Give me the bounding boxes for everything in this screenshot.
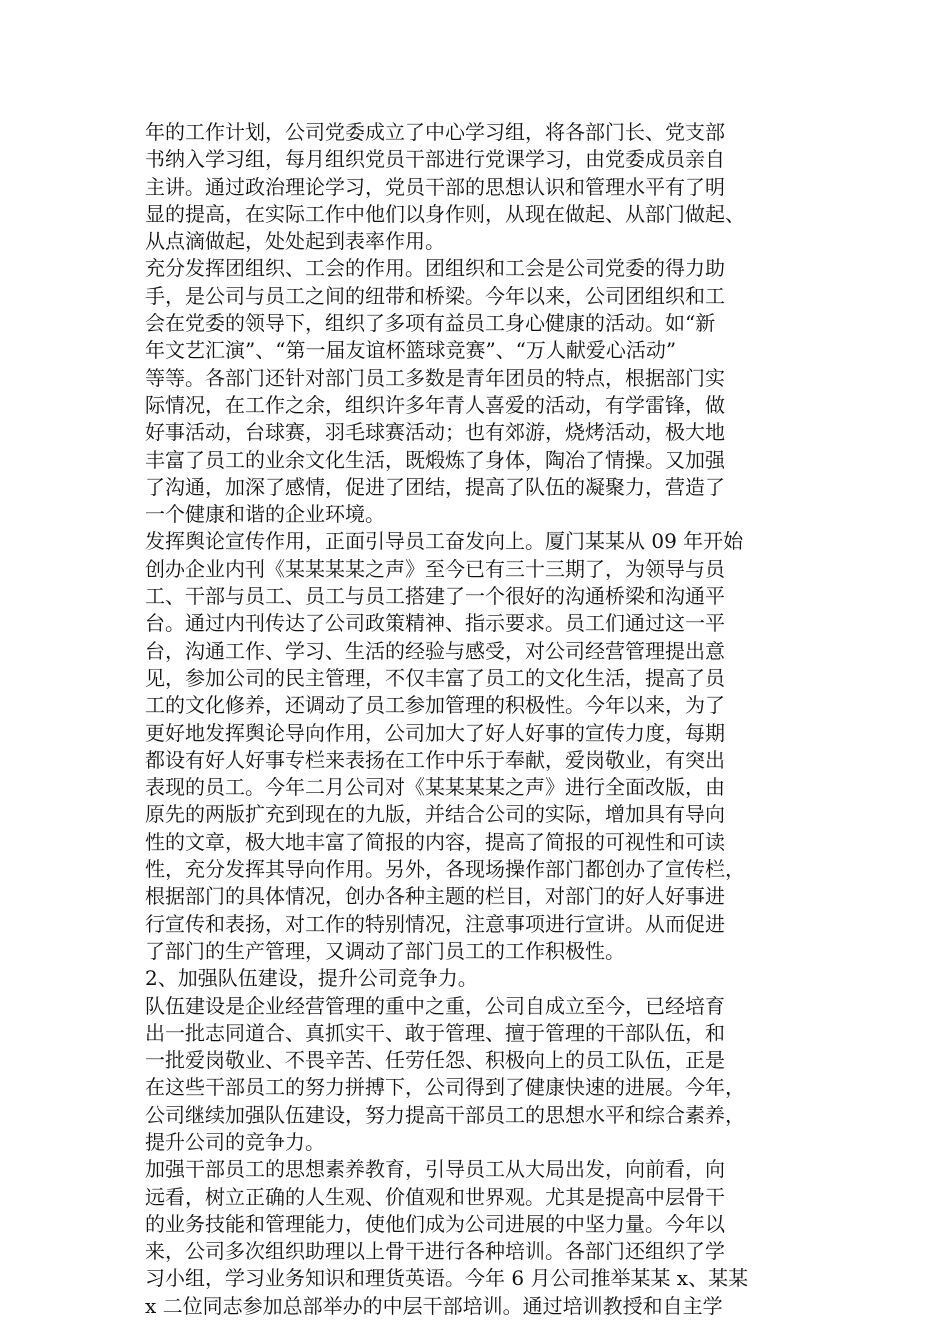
text-line: 公司继续加强队伍建设，努力提高干部员工的思想水平和综合素养， bbox=[145, 1102, 745, 1127]
text-line: 了沟通，加深了感情，促进了团结，提高了队伍的凝聚力，营造了 bbox=[145, 474, 725, 499]
text-line: 丰富了员工的业余文化生活，既煅炼了身体，陶冶了情操。又加强 bbox=[145, 447, 725, 472]
text-line: 的业务技能和管理能力，使他们成为公司进展的中坚力量。今年以 bbox=[145, 1211, 725, 1236]
text-line: 好事活动，台球赛，羽毛球赛活动；也有郊游，烧烤活动，极大地 bbox=[145, 420, 725, 445]
text-line: 台，沟通工作、学习、生活的经验与感受，对公司经营管理提出意 bbox=[145, 638, 725, 663]
text-line: 年文艺汇演”、“第一届友谊杯篮球竞赛”、“万人献爱心活动” bbox=[145, 338, 677, 363]
text-line: 都设有好人好事专栏来表扬在工作中乐于奉献，爱岗敬业，有突出 bbox=[145, 747, 725, 772]
text-line: 工的文化修养，还调动了员工参加管理的积极性。今年以来，为了 bbox=[145, 693, 725, 718]
section-heading: 2、加强队伍建设，提升公司竞争力。 bbox=[145, 966, 478, 991]
text-line: 主讲。通过政治理论学习，党员干部的思想认识和管理水平有了明 bbox=[145, 174, 725, 199]
text-line: 会在党委的领导下，组织了多项有益员工身心健康的活动。如“新 bbox=[145, 311, 716, 336]
text-line: 原先的两版扩充到现在的九版，并结合公司的实际，增加具有导向 bbox=[145, 802, 725, 827]
document-body bbox=[145, 119, 810, 1320]
text-line: 等等。各部门还针对部门员工多数是青年团员的特点，根据部门实 bbox=[145, 365, 725, 390]
text-line: 提升公司的竞争力。 bbox=[145, 1129, 325, 1154]
text-line: 发挥舆论宣传作用，正面引导员工奋发向上。厦门某某从 09 年开始 bbox=[145, 529, 744, 554]
text-line: x 二位同志参加总部举办的中层干部培训。通过培训教授和自主学 bbox=[145, 1293, 723, 1318]
text-line: 充分发挥团组织、工会的作用。团组织和工会是公司党委的得力助 bbox=[145, 256, 725, 281]
text-line: 台。通过内刊传达了公司政策精神、指示要求。员工们通过这一平 bbox=[145, 611, 725, 636]
text-line: 来，公司多次组织助理以上骨干进行各种培训。各部门还组织了学 bbox=[145, 1239, 725, 1264]
text-line: 际情况，在工作之余，组织许多年青人喜爱的活动，有学雷锋，做 bbox=[145, 392, 725, 417]
text-line: 年的工作计划，公司党委成立了中心学习组，将各部门长、党支部 bbox=[145, 120, 725, 144]
text-line: 创办企业内刊《某某某某之声》至今已有三十三期了，为领导与员 bbox=[145, 556, 725, 581]
text-line: 远看，树立正确的人生观、价值观和世界观。尤其是提高中层骨干 bbox=[145, 1184, 725, 1209]
text-line: 队伍建设是企业经营管理的重中之重，公司自成立至今，已经培育 bbox=[145, 993, 725, 1018]
text-line: 见，参加公司的民主管理，不仅丰富了员工的文化生活，提高了员 bbox=[145, 665, 725, 690]
text-line: 性，充分发挥其导向作用。另外，各现场操作部门都创办了宣传栏， bbox=[145, 857, 745, 882]
text-line: 出一批志同道合、真抓实干、敢于管理、擅于管理的干部队伍，和 bbox=[145, 1020, 725, 1045]
text-line: 在这些干部员工的努力拼搏下，公司得到了健康快速的进展。今年， bbox=[145, 1075, 745, 1100]
text-line: 手，是公司与员工之间的纽带和桥梁。今年以来，公司团组织和工 bbox=[145, 283, 725, 308]
text-line: 一个健康和谐的企业环境。 bbox=[145, 502, 385, 527]
text-line: 了部门的生产管理，又调动了部门员工的工作积极性。 bbox=[145, 938, 625, 963]
text-line: 更好地发挥舆论导向作用，公司加大了好人好事的宣传力度，每期 bbox=[145, 720, 725, 745]
text-line: 加强干部员工的思想素养教育，引导员工从大局出发，向前看，向 bbox=[145, 1157, 725, 1182]
text-line: 书纳入学习组，每月组织党员干部进行党课学习，由党委成员亲自 bbox=[145, 147, 725, 172]
text-line: 行宣传和表扬，对工作的特别情况，注意事项进行宣讲。从而促进 bbox=[145, 911, 725, 936]
text-line: 一批爱岗敬业、不畏辛苦、任劳任怨、积极向上的员工队伍，正是 bbox=[145, 1048, 725, 1073]
text-line: 显的提高，在实际工作中他们以身作则，从现在做起、从部门做起、 bbox=[145, 201, 745, 226]
text-line: 从点滴做起，处处起到表率作用。 bbox=[145, 229, 445, 254]
text-line: 根据部门的具体情况，创办各种主题的栏目，对部门的好人好事进 bbox=[145, 884, 725, 909]
text-line: 表现的员工。今年二月公司对《某某某某之声》进行全面改版，由 bbox=[145, 775, 725, 800]
text-line: 工、干部与员工、员工与员工搭建了一个很好的沟通桥梁和沟通平 bbox=[145, 584, 725, 609]
text-line: 性的文章，极大地丰富了简报的内容，提高了简报的可视性和可读 bbox=[145, 829, 725, 854]
text-line: 习小组，学习业务知识和理货英语。今年 6 月公司推举某某 x、某某 bbox=[145, 1266, 749, 1291]
